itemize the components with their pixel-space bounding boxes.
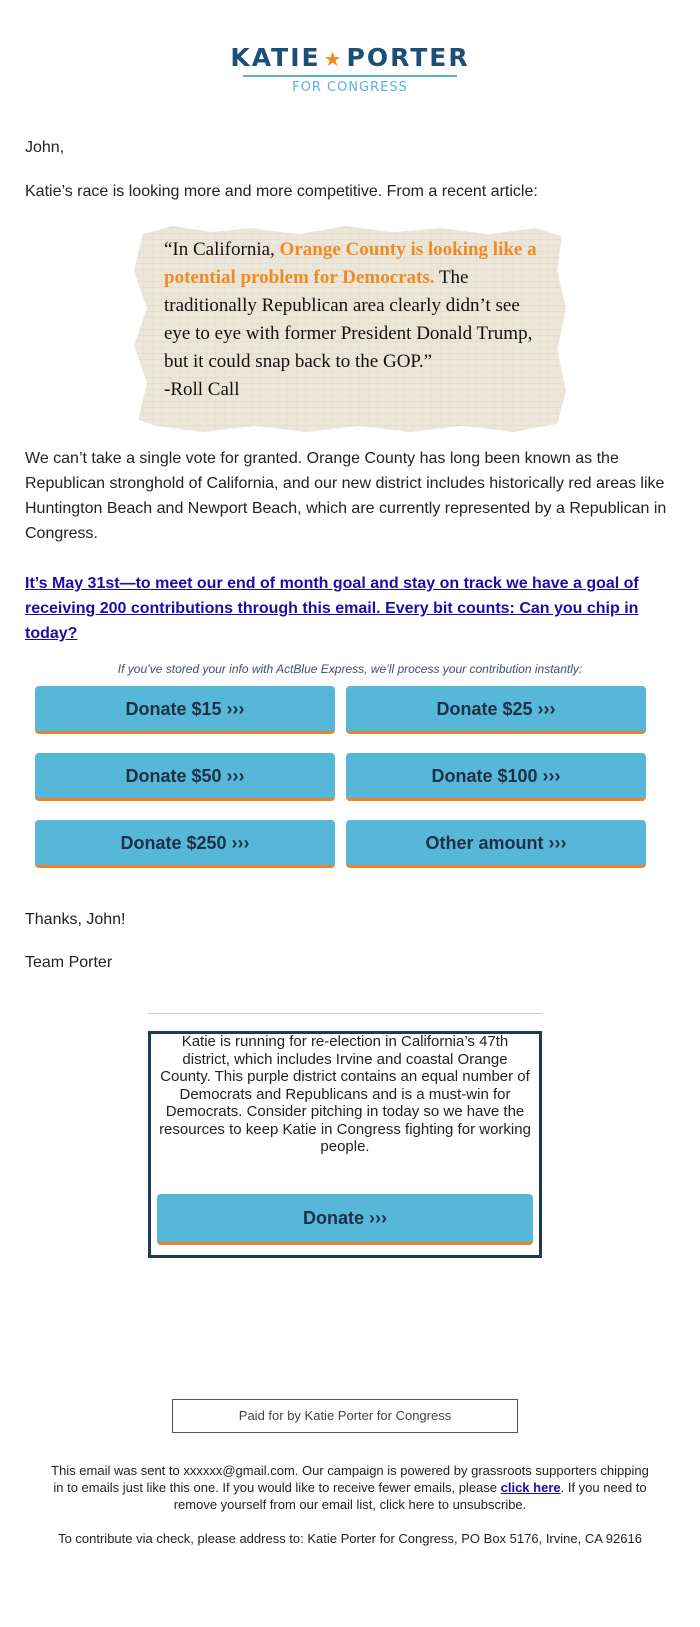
logo-last: PORTER bbox=[346, 43, 470, 72]
other-amount-button[interactable]: Other amount ››› bbox=[346, 820, 646, 868]
fewer-emails-link[interactable]: click here bbox=[500, 1480, 561, 1495]
quote-highlight: Orange County is looking like a potential problem for Democrats. bbox=[164, 239, 537, 288]
divider bbox=[148, 1013, 542, 1014]
donate-15-button[interactable]: Donate $15 ››› bbox=[35, 686, 335, 734]
info-box-text: Katie is running for re-election in California’s 47th district, which includes Irvine and coastal Orange County. This purple district contains an equal number of Democrats and Republicans and is a must-win for Democrats. Consider pitching in today so we have the resources to keep Katie in Congress fighting for working people. bbox=[159, 1033, 531, 1155]
cta-link[interactable]: It’s May 31st—to meet our end of month goal and stay on track we have a goal of receiving 200 contributions through this email. Every bit counts: Can you chip in today? bbox=[25, 575, 639, 642]
actblue-note: If you’ve stored your info with ActBlue Express, we’ll process your contribution instantly: bbox=[117, 662, 583, 676]
star-icon: ★ bbox=[323, 47, 344, 71]
article-quote bbox=[164, 236, 544, 404]
donate-25-button[interactable]: Donate $25 ››› bbox=[346, 686, 646, 734]
campaign-logo bbox=[0, 44, 700, 96]
check-address: To contribute via check, please address to: Katie Porter for Congress, PO Box 5176, Irvine, CA 92616 bbox=[58, 1531, 642, 1546]
logo-wordmark bbox=[0, 44, 700, 73]
info-donate-button[interactable]: Donate ››› bbox=[157, 1194, 533, 1245]
donate-50-button[interactable]: Donate $50 ››› bbox=[35, 753, 335, 801]
footer-text-2: . If you need to remove yourself from our email list, click here to unsubscribe. bbox=[173, 1480, 647, 1512]
footer-notice bbox=[50, 1462, 650, 1513]
logo-subtitle: FOR CONGRESS bbox=[292, 80, 408, 95]
greeting: John, bbox=[25, 139, 65, 156]
footer-text-1: This email was sent to xxxxxx@gmail.com. Our campaign is powered by grassroots supporters chipping in to emails just like this one. If you would like to receive fewer emails, please bbox=[51, 1463, 649, 1495]
quote-rest: The traditionally Republican area clearly didn’t see eye to eye with former President Donald Trump, but it could snap back to the GOP.” bbox=[164, 267, 533, 372]
thanks-text: Thanks, John! bbox=[25, 911, 126, 928]
logo-divider bbox=[243, 75, 457, 77]
quote-open: “In California, bbox=[164, 239, 280, 260]
signature: Team Porter bbox=[25, 954, 113, 971]
body-paragraph: We can’t take a single vote for granted. Orange County has long been known as the Republican stronghold of California, and our new district includes historically red areas like Huntington Beach and Newport Beach, which are currently represented by a Republican in Congress. bbox=[25, 450, 667, 542]
donate-250-button[interactable]: Donate $250 ››› bbox=[35, 820, 335, 868]
logo-first: KATIE bbox=[230, 43, 321, 72]
paid-for-disclaimer: Paid for by Katie Porter for Congress bbox=[172, 1399, 518, 1433]
donate-100-button[interactable]: Donate $100 ››› bbox=[346, 753, 646, 801]
intro-text: Katie’s race is looking more and more competitive. From a recent article: bbox=[25, 183, 538, 200]
quote-source: -Roll Call bbox=[164, 379, 240, 400]
